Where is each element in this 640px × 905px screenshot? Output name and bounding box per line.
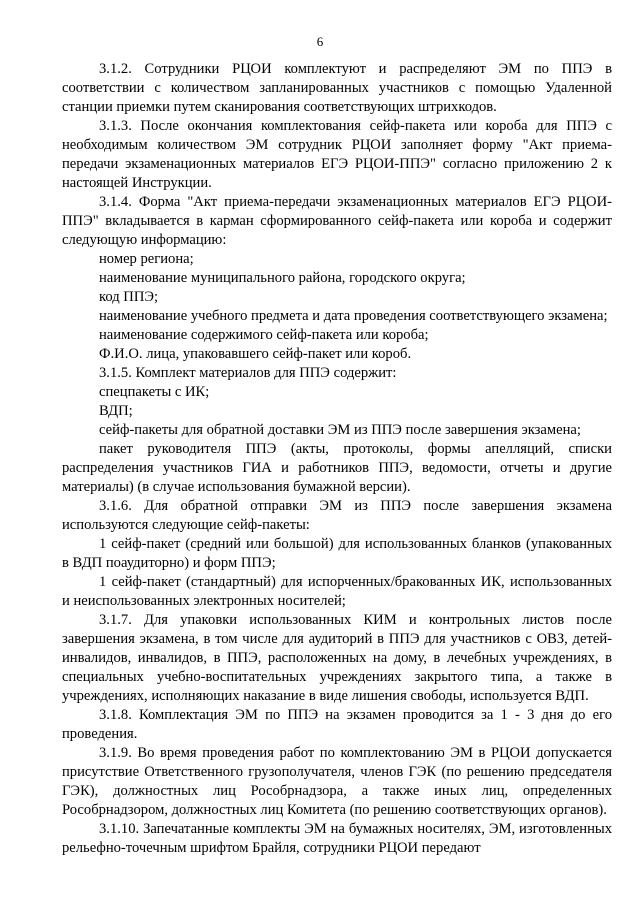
list-item-safe-package-blanks: 1 сейф-пакет (средний или большой) для использованных бланков (упакованных в ВДП поаудиторно) и форм ППЭ; bbox=[62, 536, 612, 571]
list-item-head-package: пакет руководителя ППЭ (акты, протоколы, формы апелляций, списки распределения участников ГИА и работников ППЭ, ведомости, отчеты и другие материалы) (в случае использования бумажной версии). bbox=[62, 441, 612, 495]
list-item-ppe-code: код ППЭ; bbox=[99, 289, 159, 305]
list-item-safe-package-standard: 1 сейф-пакет (стандартный) для испорченных/бракованных ИК, использованных и неиспользованных электронных носителей; bbox=[62, 574, 612, 609]
list-item-municipality: наименование муниципального района, городского округа; bbox=[99, 270, 466, 286]
list-item-vdp: ВДП; bbox=[99, 403, 133, 419]
paragraph-3-1-6: 3.1.6. Для обратной отправки ЭМ из ППЭ после завершения экзамена используются следующие сейф-пакеты: bbox=[62, 498, 612, 533]
paragraph-3-1-7: 3.1.7. Для упаковки использованных КИМ и контрольных листов после завершения экзамена, в том числе для аудиторий в ППЭ для участников с ОВЗ, детей-инвалидов, инвалидов, в ППЭ, расположенных на дому, в лечебных учреждениях, в специальных учебно-воспитательных учреждениях закрытого типа, а также в учреждениях, исполняющих наказание в виде лишения свободы, используется ВДП. bbox=[62, 612, 612, 704]
page-number: 6 bbox=[316, 34, 324, 49]
paragraph-3-1-3: 3.1.3. После окончания комплектования сейф-пакета или короба для ППЭ с необходимым количеством ЭМ сотрудник РЦОИ заполняет форму "Акт приема-передачи экзаменационных материалов ЕГЭ РЦОИ-ППЭ" согласно приложению 2 к настоящей Инструкции. bbox=[62, 118, 612, 191]
paragraph-3-1-10: 3.1.10. Запечатанные комплекты ЭМ на бумажных носителях, ЭМ, изготовленных рельефно-точечным шрифтом Брайля, сотрудники РЦОИ передают bbox=[62, 821, 612, 856]
list-item-contents: наименование содержимого сейф-пакета или короба; bbox=[99, 327, 429, 343]
list-item-safe-packages: сейф-пакеты для обратной доставки ЭМ из ППЭ после завершения экзамена; bbox=[99, 422, 581, 438]
paragraph-3-1-9: 3.1.9. Во время проведения работ по комплектованию ЭМ в РЦОИ допускается присутствие Ответственного грузополучателя, членов ГЭК (по решению председателя ГЭК), должностных лиц Рособрнадзора, а также иных лиц, определенных Рособрнадзором, должностных лиц Комитета (по решению соответствующих органов). bbox=[62, 745, 612, 818]
paragraph-3-1-5: 3.1.5. Комплект материалов для ППЭ содержит: bbox=[99, 365, 397, 381]
document-body bbox=[62, 60, 612, 858]
list-item-packer-name: Ф.И.О. лица, упаковавшего сейф-пакет или короб. bbox=[99, 346, 412, 362]
paragraph-3-1-2: 3.1.2. Сотрудники РЦОИ комплектуют и распределяют ЭМ по ППЭ в соответствии с количеством запланированных участников с помощью Удаленной станции приемки путем сканирования соответствующих штрихкодов. bbox=[62, 61, 612, 115]
paragraph-3-1-8: 3.1.8. Комплектация ЭМ по ППЭ на экзамен проводится за 1 - 3 дня до его проведения. bbox=[62, 707, 612, 742]
paragraph-3-1-4: 3.1.4. Форма "Акт приема-передачи экзаменационных материалов ЕГЭ РЦОИ-ППЭ" вкладывается в карман сформированного сейф-пакета или короба и содержит следующую информацию: bbox=[62, 194, 612, 248]
list-item-subject-date: наименование учебного предмета и дата проведения соответствующего экзамена; bbox=[99, 308, 608, 324]
list-item-special-packages: спецпакеты с ИК; bbox=[99, 384, 210, 400]
list-item-region-number: номер региона; bbox=[99, 251, 194, 267]
